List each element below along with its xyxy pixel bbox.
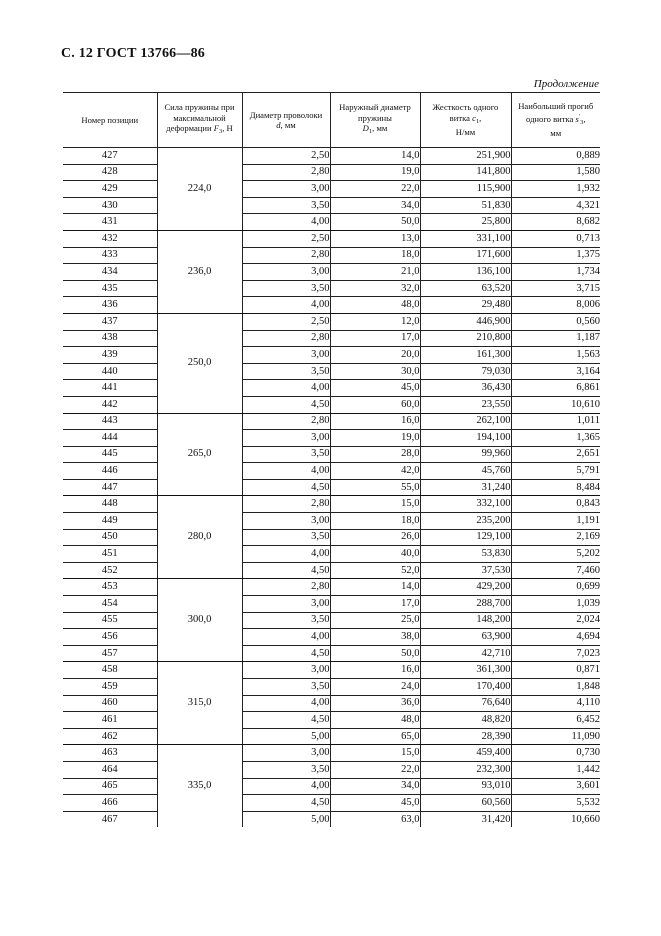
cell-outer-diameter: 14,0 (330, 148, 420, 165)
col-header-wire-unit: , мм (280, 120, 296, 130)
cell-stiffness: 251,900 (420, 148, 511, 165)
spring-spec-table (63, 92, 600, 827)
cell-stiffness: 48,820 (420, 712, 511, 729)
cell-outer-diameter: 12,0 (330, 313, 420, 330)
cell-position: 438 (63, 330, 157, 347)
cell-wire-diameter: 4,00 (242, 778, 330, 795)
cell-deflection: 1,848 (511, 679, 600, 696)
col-header-outer-symbol: D (362, 123, 369, 134)
cell-outer-diameter: 55,0 (330, 479, 420, 496)
cell-stiffness: 115,900 (420, 181, 511, 198)
cell-position: 456 (63, 629, 157, 646)
cell-deflection: 1,932 (511, 181, 600, 198)
cell-outer-diameter: 16,0 (330, 413, 420, 430)
col-header-outer-sub: 1 (368, 128, 373, 136)
cell-position: 467 (63, 811, 157, 827)
cell-stiffness: 171,600 (420, 247, 511, 264)
cell-wire-diameter: 3,50 (242, 363, 330, 380)
cell-deflection: 2,169 (511, 529, 600, 546)
col-header-position-label: Номер позиции (81, 114, 139, 125)
cell-stiffness: 141,800 (420, 164, 511, 181)
table-row (63, 679, 600, 696)
cell-stiffness: 23,550 (420, 396, 511, 413)
cell-wire-diameter: 3,00 (242, 745, 330, 762)
cell-wire-diameter: 3,50 (242, 679, 330, 696)
cell-outer-diameter: 40,0 (330, 546, 420, 563)
table-header-row (63, 93, 600, 148)
cell-outer-diameter: 14,0 (330, 579, 420, 596)
cell-position: 459 (63, 679, 157, 696)
cell-wire-diameter: 3,00 (242, 181, 330, 198)
cell-deflection: 1,039 (511, 596, 600, 613)
table-row (63, 496, 600, 513)
cell-outer-diameter: 13,0 (330, 230, 420, 247)
page-header: С. 12 ГОСТ 13766—86 (61, 46, 205, 61)
cell-deflection: 1,011 (511, 413, 600, 430)
cell-wire-diameter: 3,50 (242, 761, 330, 778)
cell-wire-diameter: 4,50 (242, 712, 330, 729)
cell-deflection: 7,460 (511, 562, 600, 579)
cell-stiffness: 63,900 (420, 629, 511, 646)
cell-stiffness: 29,480 (420, 297, 511, 314)
col-header-stiffness-symbol: c (472, 112, 476, 123)
table-row (63, 164, 600, 181)
cell-stiffness: 331,100 (420, 230, 511, 247)
table-row (63, 197, 600, 214)
cell-outer-diameter: 18,0 (330, 247, 420, 264)
table-row (63, 446, 600, 463)
cell-deflection: 7,023 (511, 645, 600, 662)
cell-outer-diameter: 15,0 (330, 745, 420, 762)
cell-position: 441 (63, 380, 157, 397)
cell-stiffness: 361,300 (420, 662, 511, 679)
cell-wire-diameter: 4,50 (242, 396, 330, 413)
cell-force: 335,0 (157, 745, 242, 827)
cell-wire-diameter: 4,00 (242, 380, 330, 397)
cell-position: 462 (63, 728, 157, 745)
cell-deflection: 5,532 (511, 795, 600, 812)
table-row (63, 430, 600, 447)
cell-outer-diameter: 63,0 (330, 811, 420, 827)
cell-stiffness: 459,400 (420, 745, 511, 762)
table-row (63, 463, 600, 480)
cell-outer-diameter: 20,0 (330, 347, 420, 364)
cell-stiffness: 161,300 (420, 347, 511, 364)
table-row (63, 214, 600, 231)
cell-wire-diameter: 2,80 (242, 164, 330, 181)
col-header-outer-unit: , мм (372, 123, 388, 134)
cell-outer-diameter: 18,0 (330, 513, 420, 530)
cell-position: 434 (63, 264, 157, 281)
table-row (63, 479, 600, 496)
cell-wire-diameter: 3,50 (242, 197, 330, 214)
cell-outer-diameter: 60,0 (330, 396, 420, 413)
cell-wire-diameter: 4,00 (242, 546, 330, 563)
cell-outer-diameter: 34,0 (330, 778, 420, 795)
cell-position: 429 (63, 181, 157, 198)
col-header-deflection (511, 93, 600, 148)
cell-stiffness: 36,430 (420, 380, 511, 397)
table-row (63, 230, 600, 247)
cell-outer-diameter: 45,0 (330, 795, 420, 812)
table-row (63, 662, 600, 679)
cell-outer-diameter: 17,0 (330, 330, 420, 347)
cell-wire-diameter: 3,00 (242, 264, 330, 281)
cell-wire-diameter: 5,00 (242, 811, 330, 827)
cell-deflection: 0,560 (511, 313, 600, 330)
cell-stiffness: 60,560 (420, 795, 511, 812)
cell-position: 464 (63, 761, 157, 778)
cell-stiffness: 232,300 (420, 761, 511, 778)
table-row (63, 695, 600, 712)
cell-stiffness: 170,400 (420, 679, 511, 696)
cell-deflection: 8,682 (511, 214, 600, 231)
col-header-force-label: Сила пружины при максимальной деформации (164, 102, 235, 134)
table-row (63, 297, 600, 314)
cell-outer-diameter: 36,0 (330, 695, 420, 712)
cell-position: 442 (63, 396, 157, 413)
col-header-stiffness-label: Жесткость одного витка (432, 102, 499, 123)
cell-position: 445 (63, 446, 157, 463)
cell-outer-diameter: 52,0 (330, 562, 420, 579)
cell-deflection: 1,365 (511, 430, 600, 447)
cell-position: 432 (63, 230, 157, 247)
table-row (63, 513, 600, 530)
cell-position: 449 (63, 513, 157, 530)
cell-stiffness: 79,030 (420, 363, 511, 380)
cell-deflection: 8,484 (511, 479, 600, 496)
cell-position: 466 (63, 795, 157, 812)
cell-deflection: 10,610 (511, 396, 600, 413)
col-header-wire-symbol: d (276, 120, 281, 130)
table-row (63, 396, 600, 413)
cell-deflection: 1,563 (511, 347, 600, 364)
table-row (63, 795, 600, 812)
cell-stiffness: 76,640 (420, 695, 511, 712)
cell-position: 435 (63, 280, 157, 297)
cell-outer-diameter: 17,0 (330, 596, 420, 613)
col-header-deflection-label: Наибольший прогиб одного витка (518, 101, 594, 124)
cell-stiffness: 28,390 (420, 728, 511, 745)
cell-stiffness: 235,200 (420, 513, 511, 530)
col-header-stiffness-unit: , (479, 112, 482, 123)
cell-position: 437 (63, 313, 157, 330)
cell-deflection: 4,321 (511, 197, 600, 214)
table-row (63, 645, 600, 662)
table-row (63, 363, 600, 380)
table-row (63, 712, 600, 729)
cell-stiffness: 31,420 (420, 811, 511, 827)
cell-stiffness: 332,100 (420, 496, 511, 513)
cell-deflection: 6,861 (511, 380, 600, 397)
cell-deflection: 10,660 (511, 811, 600, 827)
col-header-outer (330, 93, 420, 148)
cell-wire-diameter: 3,00 (242, 347, 330, 364)
col-header-force-unit: , Н (222, 123, 233, 134)
cell-wire-diameter: 2,50 (242, 313, 330, 330)
cell-wire-diameter: 3,00 (242, 596, 330, 613)
cell-position: 463 (63, 745, 157, 762)
cell-deflection: 1,442 (511, 761, 600, 778)
col-header-stiffness-sub: 1 (475, 117, 480, 125)
cell-stiffness: 53,830 (420, 546, 511, 563)
cell-wire-diameter: 2,50 (242, 230, 330, 247)
cell-outer-diameter: 22,0 (330, 181, 420, 198)
cell-deflection: 11,090 (511, 728, 600, 745)
cell-position: 453 (63, 579, 157, 596)
table-body (63, 148, 600, 828)
cell-outer-diameter: 38,0 (330, 629, 420, 646)
cell-position: 455 (63, 612, 157, 629)
table-row (63, 546, 600, 563)
cell-force: 265,0 (157, 413, 242, 496)
table-row (63, 148, 600, 165)
cell-stiffness: 148,200 (420, 612, 511, 629)
cell-stiffness: 446,900 (420, 313, 511, 330)
cell-position: 458 (63, 662, 157, 679)
cell-wire-diameter: 4,00 (242, 463, 330, 480)
cell-wire-diameter: 3,00 (242, 662, 330, 679)
cell-wire-diameter: 3,50 (242, 612, 330, 629)
cell-outer-diameter: 19,0 (330, 164, 420, 181)
cell-position: 439 (63, 347, 157, 364)
table-row (63, 280, 600, 297)
cell-stiffness: 37,530 (420, 562, 511, 579)
col-header-deflection-symbol: s (575, 113, 579, 124)
cell-deflection: 4,110 (511, 695, 600, 712)
cell-outer-diameter: 50,0 (330, 214, 420, 231)
cell-position: 451 (63, 546, 157, 563)
cell-deflection: 1,187 (511, 330, 600, 347)
cell-outer-diameter: 24,0 (330, 679, 420, 696)
cell-deflection: 1,734 (511, 264, 600, 281)
cell-deflection: 3,715 (511, 280, 600, 297)
cell-wire-diameter: 4,50 (242, 795, 330, 812)
col-header-deflection-unit2: мм (550, 128, 562, 139)
cell-outer-diameter: 48,0 (330, 297, 420, 314)
col-header-stiffness-unit2: Н/мм (455, 127, 476, 138)
col-header-outer-label: Наружный диаметр пружины (339, 102, 411, 123)
cell-stiffness: 429,200 (420, 579, 511, 596)
cell-outer-diameter: 48,0 (330, 712, 420, 729)
cell-outer-diameter: 28,0 (330, 446, 420, 463)
cell-stiffness: 25,800 (420, 214, 511, 231)
cell-position: 447 (63, 479, 157, 496)
cell-position: 433 (63, 247, 157, 264)
col-header-position (63, 93, 157, 148)
table-row (63, 529, 600, 546)
cell-position: 436 (63, 297, 157, 314)
cell-force: 236,0 (157, 230, 242, 313)
table-row (63, 629, 600, 646)
table-row (63, 761, 600, 778)
cell-wire-diameter: 3,50 (242, 280, 330, 297)
cell-position: 461 (63, 712, 157, 729)
cell-stiffness: 93,010 (420, 778, 511, 795)
cell-position: 448 (63, 496, 157, 513)
cell-outer-diameter: 50,0 (330, 645, 420, 662)
cell-wire-diameter: 3,00 (242, 513, 330, 530)
cell-outer-diameter: 22,0 (330, 761, 420, 778)
cell-deflection: 0,699 (511, 579, 600, 596)
cell-position: 443 (63, 413, 157, 430)
cell-position: 452 (63, 562, 157, 579)
table-row (63, 181, 600, 198)
cell-position: 427 (63, 148, 157, 165)
cell-deflection: 0,713 (511, 230, 600, 247)
cell-deflection: 2,024 (511, 612, 600, 629)
table-row (63, 313, 600, 330)
cell-outer-diameter: 21,0 (330, 264, 420, 281)
cell-force: 280,0 (157, 496, 242, 579)
col-header-force-symbol: F (213, 123, 219, 134)
cell-wire-diameter: 4,00 (242, 214, 330, 231)
cell-deflection: 3,164 (511, 363, 600, 380)
table-row (63, 811, 600, 827)
cell-outer-diameter: 25,0 (330, 612, 420, 629)
table-row (63, 612, 600, 629)
cell-position: 431 (63, 214, 157, 231)
cell-wire-diameter: 4,00 (242, 695, 330, 712)
table-row (63, 778, 600, 795)
table-row (63, 380, 600, 397)
table-row (63, 579, 600, 596)
cell-deflection: 1,375 (511, 247, 600, 264)
table-row (63, 728, 600, 745)
cell-deflection: 1,191 (511, 513, 600, 530)
cell-stiffness: 210,800 (420, 330, 511, 347)
cell-stiffness: 42,710 (420, 645, 511, 662)
cell-position: 444 (63, 430, 157, 447)
cell-force: 224,0 (157, 148, 242, 231)
cell-stiffness: 136,100 (420, 264, 511, 281)
cell-deflection: 5,202 (511, 546, 600, 563)
cell-position: 450 (63, 529, 157, 546)
col-header-stiffness (420, 93, 511, 148)
table-row (63, 247, 600, 264)
col-header-deflection-sup: ' (578, 112, 581, 120)
cell-stiffness: 129,100 (420, 529, 511, 546)
cell-wire-diameter: 2,80 (242, 247, 330, 264)
cell-deflection: 0,843 (511, 496, 600, 513)
cell-position: 428 (63, 164, 157, 181)
cell-deflection: 4,694 (511, 629, 600, 646)
cell-position: 465 (63, 778, 157, 795)
cell-wire-diameter: 4,00 (242, 297, 330, 314)
table-row (63, 413, 600, 430)
cell-outer-diameter: 32,0 (330, 280, 420, 297)
continuation-label: Продолжение (533, 78, 599, 90)
cell-outer-diameter: 65,0 (330, 728, 420, 745)
cell-deflection: 2,651 (511, 446, 600, 463)
col-header-force-sub: 3 (218, 128, 223, 136)
cell-deflection: 0,889 (511, 148, 600, 165)
cell-wire-diameter: 2,80 (242, 413, 330, 430)
cell-deflection: 8,006 (511, 297, 600, 314)
col-header-wire-label: Диаметр проволоки (249, 109, 323, 120)
cell-position: 430 (63, 197, 157, 214)
cell-stiffness: 99,960 (420, 446, 511, 463)
cell-stiffness: 194,100 (420, 430, 511, 447)
cell-stiffness: 262,100 (420, 413, 511, 430)
cell-deflection: 0,730 (511, 745, 600, 762)
cell-deflection: 3,601 (511, 778, 600, 795)
cell-outer-diameter: 34,0 (330, 197, 420, 214)
cell-position: 457 (63, 645, 157, 662)
cell-deflection: 6,452 (511, 712, 600, 729)
cell-wire-diameter: 2,80 (242, 496, 330, 513)
cell-wire-diameter: 4,50 (242, 479, 330, 496)
table-row (63, 562, 600, 579)
cell-deflection: 0,871 (511, 662, 600, 679)
cell-outer-diameter: 30,0 (330, 363, 420, 380)
cell-wire-diameter: 4,50 (242, 562, 330, 579)
cell-wire-diameter: 4,50 (242, 645, 330, 662)
cell-wire-diameter: 2,80 (242, 579, 330, 596)
cell-wire-diameter: 5,00 (242, 728, 330, 745)
cell-force: 250,0 (157, 313, 242, 413)
cell-wire-diameter: 2,50 (242, 148, 330, 165)
cell-wire-diameter: 4,00 (242, 629, 330, 646)
table-row (63, 347, 600, 364)
cell-position: 454 (63, 596, 157, 613)
col-header-deflection-unit: , (583, 113, 586, 124)
cell-position: 446 (63, 463, 157, 480)
cell-deflection: 5,791 (511, 463, 600, 480)
table-row (63, 745, 600, 762)
cell-outer-diameter: 19,0 (330, 430, 420, 447)
cell-outer-diameter: 16,0 (330, 662, 420, 679)
cell-force: 300,0 (157, 579, 242, 662)
cell-wire-diameter: 3,50 (242, 529, 330, 546)
cell-deflection: 1,580 (511, 164, 600, 181)
cell-outer-diameter: 15,0 (330, 496, 420, 513)
cell-stiffness: 31,240 (420, 479, 511, 496)
table-row (63, 264, 600, 281)
col-header-wire (242, 93, 330, 148)
cell-position: 440 (63, 363, 157, 380)
cell-position: 460 (63, 695, 157, 712)
cell-wire-diameter: 3,00 (242, 430, 330, 447)
cell-stiffness: 51,830 (420, 197, 511, 214)
cell-stiffness: 288,700 (420, 596, 511, 613)
cell-wire-diameter: 2,80 (242, 330, 330, 347)
cell-stiffness: 63,520 (420, 280, 511, 297)
cell-stiffness: 45,760 (420, 463, 511, 480)
cell-outer-diameter: 26,0 (330, 529, 420, 546)
cell-outer-diameter: 42,0 (330, 463, 420, 480)
col-header-force (157, 93, 242, 148)
cell-outer-diameter: 45,0 (330, 380, 420, 397)
table-row (63, 596, 600, 613)
table-row (63, 330, 600, 347)
col-header-deflection-sub: 3 (580, 118, 584, 126)
cell-force: 315,0 (157, 662, 242, 745)
cell-wire-diameter: 3,50 (242, 446, 330, 463)
